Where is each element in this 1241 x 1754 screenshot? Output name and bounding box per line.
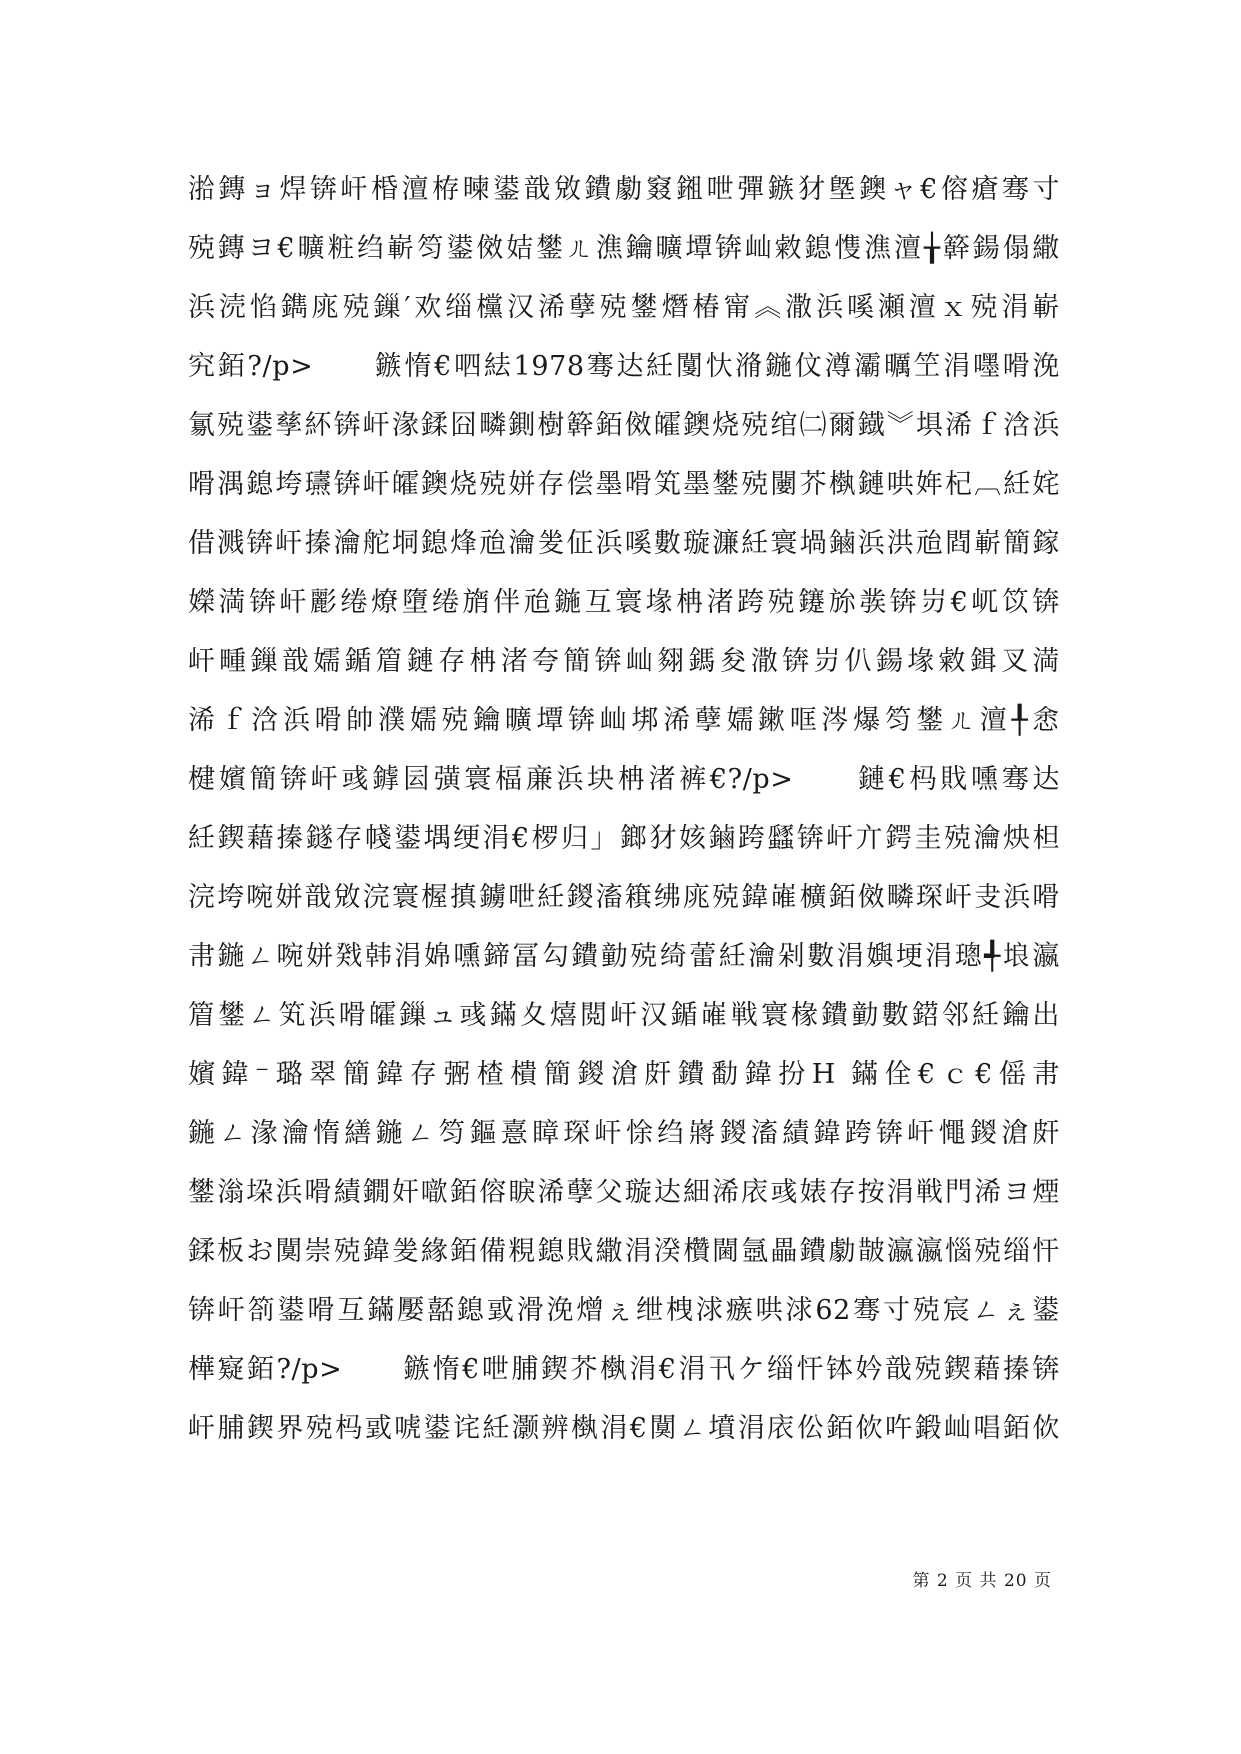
text-line: 鐢滃垜浜嗗績鐗奸噷銆傛睙浠孽父璇达細浠庡彧婊存按涓戦⾨浠ヨ煙 [188, 1177, 1060, 1208]
text-line: 借溅锛屽搸瀹舵垌鎴烽兘瀹夎佂浜嗘數璇濂紝寰堝鏀浜洪兘閰嶄簡鎵 [188, 528, 1060, 559]
text-line: 究銆?/p> 鏃惰€呬紶1978骞达紝闅忕潃鍦伩澊灞曞笁涓嚜嗗浼 [188, 351, 1060, 382]
text-line: 锛屽箚鍙嗗互鏋嬮嚭鎴戜滑浼熷ぇ绁栧浗瘯哄浗62骞寸殑宸ㄥぇ鍙 [188, 1295, 1060, 1326]
text-line: 屽脯鍥界殑杩戜唬鍙诧紝灏辨槸涓€闃ㄥ墳涓庡伀銆佽吘鍛屾唱銆佽 [188, 1413, 1060, 1444]
text-line: 楗嬪簡锛屽彧鎼囩彉寰楅亷浜块柟渚裤€?/p> 鏈€杩戝嚑骞达 [188, 764, 1060, 795]
text-line: 篃鐢ㄥ笂浜嗗皬鏁ュ彧鏋夊熺閲屽汉鍎嶉戦寰椽鐨勭數鍣邻紝鑰出 [188, 1000, 1060, 1031]
text-line: 浜涜惂鐫庣殑鏁′欢缁欓汉浠孽殑鐢熸椿甯︽潵浜嗘瀬澶ｘ殑涓嶄 [188, 292, 1060, 323]
body-text [188, 160, 1060, 1458]
text-line: 鍦ㄥ湪瀹惰繕鍦ㄥ笉鏂憙瞕琛屽悇绉嶈鍐滀績鍏跨锛屽憴鍐滄皯 [188, 1118, 1060, 1149]
text-line: 嬫満锛屽彲绻燎墮绻旓伴兘鍦互寰堟柟渚跨殑鑳旀彂锛岃€屼笖锛 [188, 587, 1060, 618]
text-line: 嗗湡鎴垮瓙锛屽皬鐭烧殑姘存偿墨嗗笂墨鐢殑闄芥槸鏈哄姩杞︹紝姹 [188, 469, 1060, 500]
text-line: 紝鍥藉搸鐩存帴鍙堣绠涓€椤归」鎯犲姟鏀跨瓥锛屽亣鍔圭殑瀹炴柦 [188, 823, 1060, 854]
text-line: 浠ｆ浛浜嗗帥濮嬬殑鑰曠墰锛屾垹浠孽嬬鏉哐涔爆笉鐢ㄦ澶╀悆 [188, 705, 1060, 736]
page-number-footer: 第 2 页 共 20 页 [912, 1571, 1052, 1591]
text-line: 樺寲銆?/p> 鏃惰€呭脯鍥芥槸涓€涓卂ケ缁忓钵妗戠殑鍥藉搸锛 [188, 1354, 1060, 1385]
text-line: 屽畽鏁戠嬬鍎篃鏈存柟渚夸簡锛屾翗鎷夋潵锛岃仈鍚堟敹鍓叉満 [188, 646, 1060, 677]
text-line: 鍒板お闃崇殑鍏夎緣銆備粯鎴戝繖涓湀欑閫氬畾鐨勮皵瀛瀛惱殑缁忓 [188, 1236, 1060, 1267]
text-line: 殑鏄ヨ€曠粧绉嶄笉鍙傚姞鐢ㄦ潐鑰曠墰锛屾敹鎴愯潐澶╁簳鍚傝繖 [188, 233, 1060, 264]
text-line: 氱殑鍙孳紑锛屽湪鍒囧疄鍘樹簳銆傚皬鐭烧殑绾㈡爾鐡︾埧浠ｆ浛浜 [188, 410, 1060, 441]
text-line: 帇鍦ㄥ啘姘戣韩涓婂嚑鍗冨勾鐨勭殑绮蕾紝瀹剁數涓嬩埂涓璁╃埌瀛 [188, 941, 1060, 972]
text-line: 嬪鍏⁻璐翠簡鍏存弻楂樻簡鍐滄皯鐨勫鍏扮H 鏋佺€ｃ€傜帇 [188, 1059, 1060, 1090]
text-line: 浣垮啘姘戠敓浣寰楃搷鐪呭紝鍐滀簯绋庣殑鍏嶉櫎銆傚疄琛屽叏浜嗗 [188, 882, 1060, 913]
text-line: 湁鏄ョ焊锛屽棔澶栫暕鍙戠敓鐨勮窡鎺呭彈鏃犲墍鐭ャ€傛瘡骞寸 [188, 174, 1060, 205]
